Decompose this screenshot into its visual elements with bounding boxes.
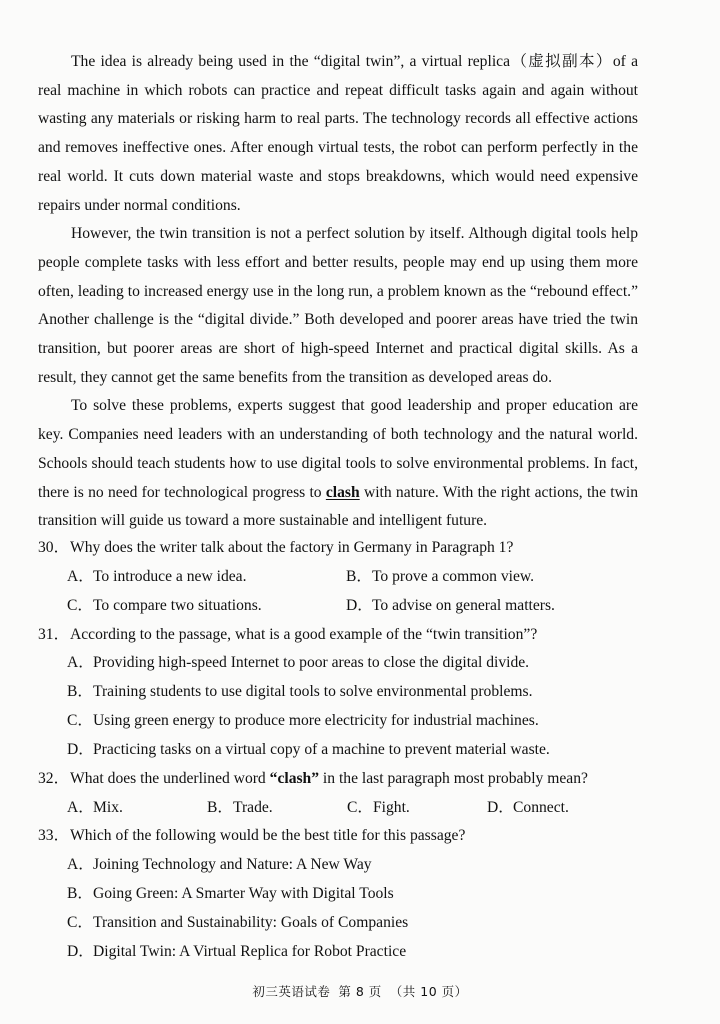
option-letter: A．	[67, 654, 94, 672]
option-text: Using green energy to produce more electricity for industrial machines.	[93, 712, 539, 730]
footer-page-number: 第 8 页	[338, 984, 382, 999]
option-letter: A．	[67, 856, 94, 874]
option-letter: B．	[67, 683, 93, 701]
underlined-word: clash	[325, 483, 360, 501]
option-d[interactable]	[346, 592, 625, 621]
option-text: Practicing tasks on a virtual copy of a machine to prevent material waste.	[93, 740, 550, 758]
question-stem: According to the passage, what is a good example of the “twin transition”?	[70, 625, 538, 643]
option-text: Digital Twin: A Virtual Replica for Robot Practice	[93, 942, 407, 960]
option-c[interactable]	[67, 592, 346, 621]
option-d[interactable]	[487, 794, 627, 823]
option-letter: C．	[67, 913, 93, 931]
question-31	[38, 621, 648, 765]
option-c[interactable]	[67, 909, 648, 938]
question-32	[38, 765, 648, 823]
option-text: To prove a common view.	[372, 567, 535, 585]
question-number: 30．	[38, 539, 70, 556]
option-letter: D．	[67, 740, 94, 758]
question-stem-1: What does the underlined word	[70, 769, 270, 787]
option-d[interactable]	[67, 736, 648, 765]
reading-passage	[38, 48, 638, 536]
question-stem-2: in the last paragraph most probably mean?	[319, 769, 588, 787]
option-letter: C．	[67, 596, 93, 614]
paragraph-solutions-text-2: with nature. With the right actions, the twin transition will guide us toward a more sustainable and intelligent future.	[38, 483, 638, 530]
option-c[interactable]	[347, 794, 487, 823]
option-letter: C．	[347, 798, 373, 816]
option-a[interactable]	[67, 563, 346, 592]
question-stem: Why does the writer talk about the factory in Germany in Paragraph 1?	[70, 539, 514, 556]
option-b[interactable]	[346, 563, 625, 592]
option-text: Connect.	[513, 798, 569, 816]
option-text: To introduce a new idea.	[93, 567, 247, 585]
paragraph-solutions	[38, 392, 638, 536]
option-a[interactable]	[67, 794, 207, 823]
option-text: Transition and Sustainability: Goals of Companies	[93, 913, 409, 931]
option-letter: B．	[67, 885, 93, 903]
option-d[interactable]	[67, 938, 648, 967]
option-text: Training students to use digital tools to solve environmental problems.	[93, 683, 533, 701]
option-letter: A．	[67, 567, 94, 585]
option-text: Joining Technology and Nature: A New Way	[93, 856, 372, 874]
option-a[interactable]	[67, 851, 648, 880]
question-stem: Which of the following would be the best title for this passage?	[70, 827, 466, 845]
option-text: To advise on general matters.	[372, 596, 555, 614]
question-number: 31．	[38, 625, 70, 643]
footer-total-pages: （共 10 页）	[389, 984, 468, 999]
question-30	[38, 534, 648, 621]
option-letter: C．	[67, 712, 93, 730]
option-text: Trade.	[233, 798, 273, 816]
option-letter: B．	[207, 798, 233, 816]
question-list	[38, 534, 648, 967]
option-text: Going Green: A Smarter Way with Digital Tools	[93, 885, 394, 903]
option-b[interactable]	[207, 794, 347, 823]
question-number: 32．	[38, 769, 70, 787]
option-letter: D．	[346, 596, 373, 614]
option-b[interactable]	[67, 678, 648, 707]
paragraph-digital-twin: The idea is already being used in the “digital twin”, a virtual replica（虚拟副本）of a real machine in which robots can practice and repeat difficult tasks again and again without wasting any materials or risking harm to real parts. The technology records all effective actions and removes ineffective ones. After enough virtual tests, the robot can perform perfectly in the real world. It cuts down material waste and stops breakdowns, which would need expensive repairs under normal conditions.	[38, 53, 638, 214]
option-text: Providing high-speed Internet to poor areas to close the digital divide.	[93, 654, 530, 672]
option-text: To compare two situations.	[93, 596, 262, 614]
option-a[interactable]	[67, 649, 648, 678]
page-footer	[0, 982, 720, 1000]
footer-exam-name: 初三英语试卷	[252, 984, 331, 999]
option-text: Fight.	[373, 798, 410, 816]
option-c[interactable]	[67, 707, 648, 736]
paragraph-solutions-text-1: To solve these problems, experts suggest that good leadership and proper education are key. Companies need leaders with an understanding of both technology and the natural world. Schools should teach students how to use digital tools to solve environmental problems. In fact, there is no need for technological progress to	[38, 397, 638, 501]
option-letter: D．	[67, 942, 94, 960]
option-b[interactable]	[67, 880, 648, 909]
option-letter: A．	[67, 798, 94, 816]
option-letter: D．	[487, 798, 514, 816]
paragraph-challenges: However, the twin transition is not a perfect solution by itself. Although digital tools help people complete tasks with less effort and better results, people may end up using them more often, leading to increased energy use in the long run, a problem known as the “rebound effect.” Another challenge is the “digital divide.” Both developed and poorer areas have tried the twin transition, but poorer areas are short of high-speed Internet and practical digital skills. As a result, they cannot get the same benefits from the transition as developed areas do.	[38, 225, 638, 386]
option-letter: B．	[346, 567, 372, 585]
question-keyword: “clash”	[269, 769, 320, 787]
option-text: Mix.	[93, 798, 123, 816]
question-number: 33．	[38, 827, 70, 845]
question-33	[38, 822, 648, 966]
